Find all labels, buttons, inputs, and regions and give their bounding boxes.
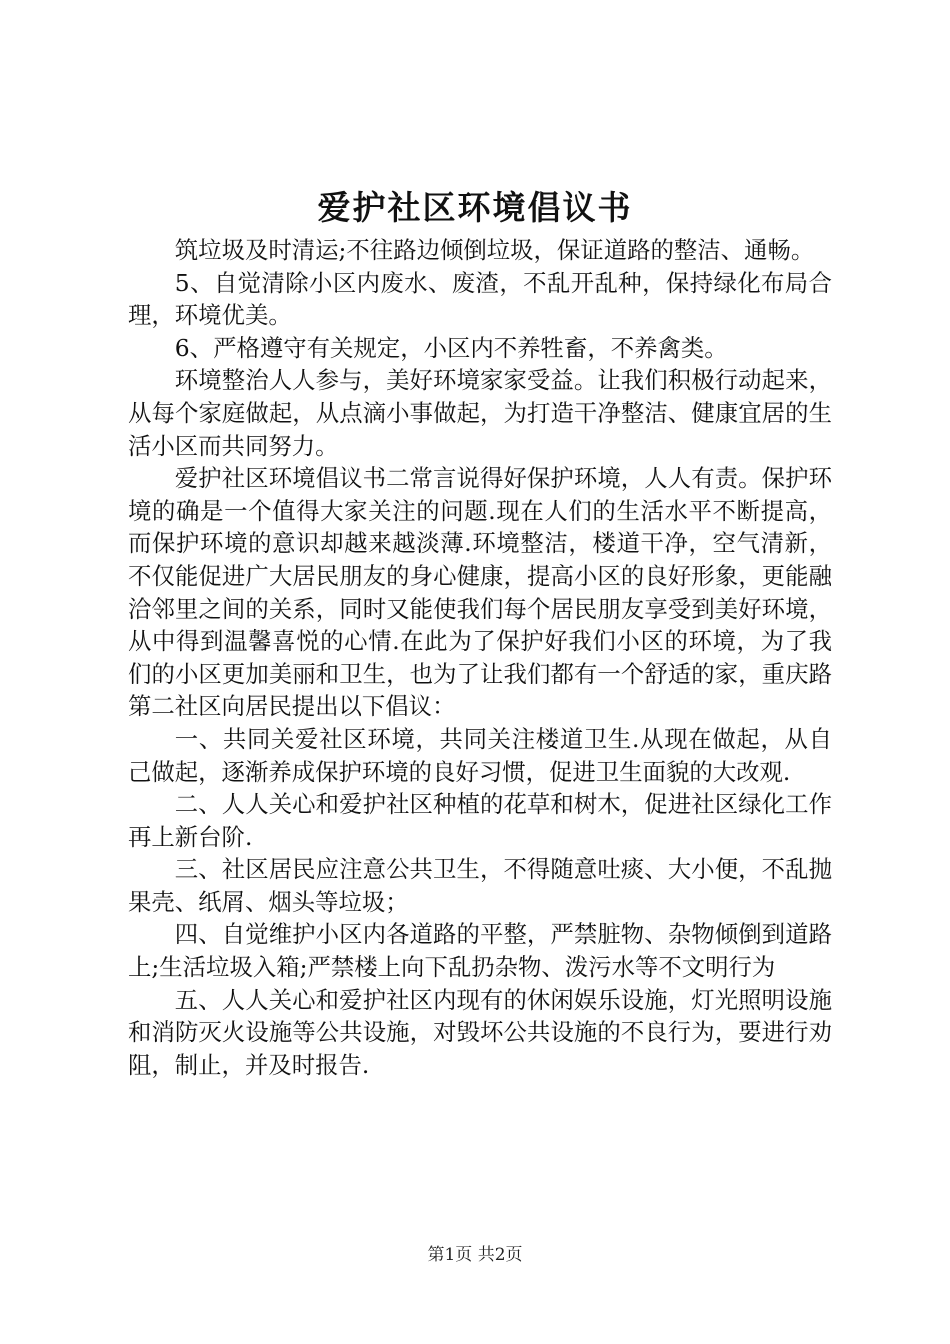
paragraph: 二、人人关心和爱护社区种植的花草和树木，促进社区绿化工作再上新台阶. (128, 790, 832, 851)
paragraph: 5、自觉清除小区内废水、废渣，不乱开乱种，保持绿化布局合理，环境优美。 (128, 268, 832, 330)
document-title: 爱护社区环境倡议书 (317, 188, 633, 227)
paragraph: 环境整治人人参与，美好环境家家受益。让我们积极行动起来，从每个家庭做起，从点滴小事做起，为打造干净整洁、健康宜居的生活小区而共同努力。 (128, 366, 832, 460)
paragraph: 五、人人关心和爱护社区内现有的休闲娱乐设施，灯光照明设施和消防灭火设施等公共设施，对毁坏公共设施的不良行为，要进行劝阻，制止，并及时报告. (128, 985, 832, 1079)
paragraph: 爱护社区环境倡议书二常言说得好保护环境，人人有责。保护环境的确是一个值得大家关注的问题.现在人们的生活水平不断提高，而保护环境的意识却越来越淡薄.环境整洁，楼道干净，空气清新，不仅能促进广大居民朋友的身心健康，提高小区的良好形象，更能融洽邻里之间的关系，同时又能使我们每个居民朋友享受到美好环境，从中得到温馨喜悦的心情.在此为了保护好我们小区的环境，为了我们的小区更加美丽和卫生，也为了让我们都有一个舒适的家，重庆路第二社区向居民提出以下倡议： (128, 464, 832, 721)
paragraph: 6、严格遵守有关规定，小区内不养牲畜，不养禽类。 (174, 333, 728, 362)
paragraph: 四、自觉维护小区内各道路的平整，严禁脏物、杂物倾倒到道路上;生活垃圾入箱;严禁楼上向下乱扔杂物、泼污水等不文明行为 (128, 920, 832, 982)
document-body (128, 234, 832, 1081)
paragraph: 筑垃圾及时清运;不往路边倾倒垃圾，保证道路的整洁、通畅。 (174, 236, 815, 264)
paragraph: 三、社区居民应注意公共卫生，不得随意吐痰、大小便，不乱抛果壳、纸屑、烟头等垃圾； (128, 855, 832, 916)
paragraph: 一、共同关爱社区环境，共同关注楼道卫生.从现在做起，从自己做起，逐渐养成保护环境的良好习惯，促进卫生面貌的大改观. (128, 724, 832, 786)
page-number-footer: 第1页 共2页 (427, 1245, 523, 1265)
